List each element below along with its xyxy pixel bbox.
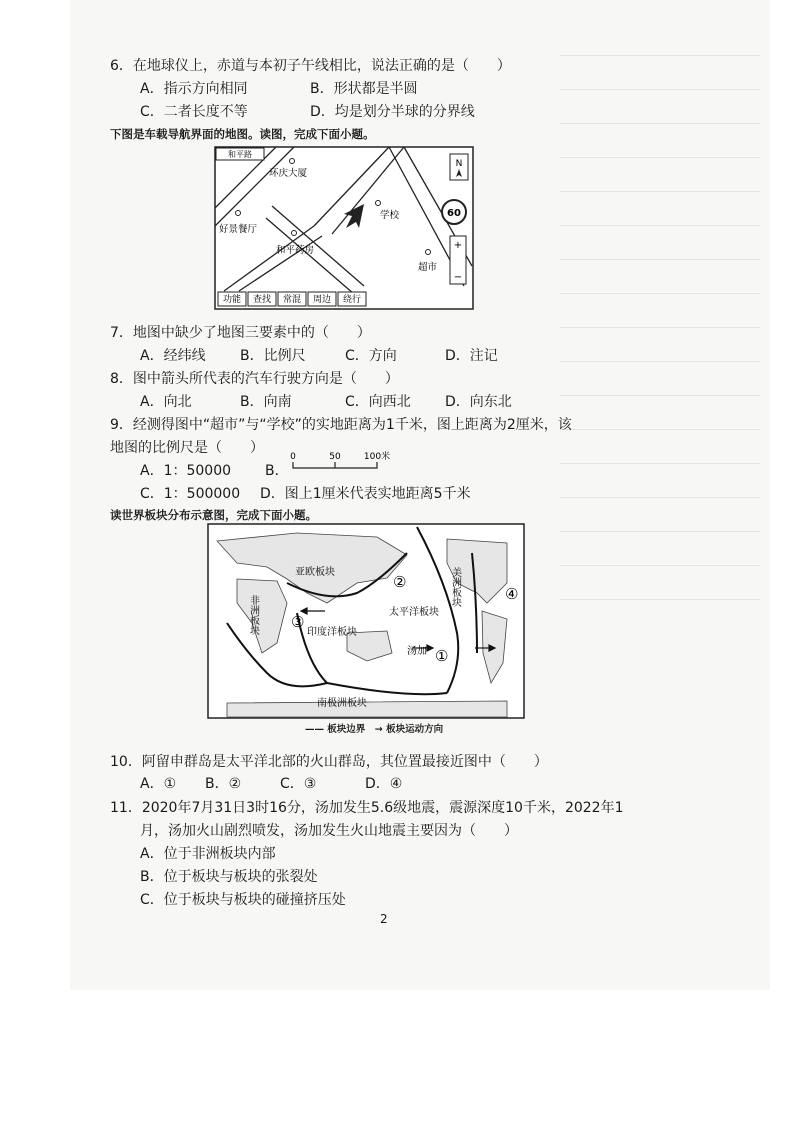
q10-option-d: D．④ <box>365 776 403 792</box>
question-11-stem-line2: 月，汤加火山剧烈喷发，汤加发生火山地震主要因为（ ） <box>140 823 518 839</box>
q7-option-b: B．比例尺 <box>240 348 306 364</box>
page-number: 2 <box>380 912 388 926</box>
question-8-stem: 8．图中箭头所代表的汽车行驶方向是（ ） <box>110 371 399 387</box>
question-7-stem: 7．地图中缺少了地图三要素中的（ ） <box>110 325 371 341</box>
q10-option-b: B．② <box>205 776 242 792</box>
q8-option-a: A．向北 <box>140 394 192 410</box>
nav-btn-nearby[interactable]: 周边 <box>312 295 332 305</box>
nav-btn-search[interactable]: 查找 <box>252 295 272 305</box>
marker-2: ② <box>393 573 407 591</box>
question-11-stem-line1: 11．2020年7月31日3时16分，汤加发生5.6级地震，震源深度10千米，2022年1 <box>110 800 624 816</box>
q9-option-c: C．1：500000 <box>140 486 241 502</box>
q8-option-b: B．向南 <box>240 394 292 410</box>
q11-option-b: B．位于板块与板块的张裂处 <box>140 869 318 885</box>
plate-label-africa: 非洲板块 <box>247 595 259 635</box>
bleed-through-shadow <box>560 40 760 600</box>
section-intro-plates: 读世界板块分布示意图，完成下面小题。 <box>110 508 317 522</box>
place-supermarket: 超市 <box>418 262 438 273</box>
q11-option-a: A．位于非洲板块内部 <box>140 846 276 862</box>
nav-btn-detour[interactable]: 绕行 <box>342 295 362 305</box>
q11-option-c: C．位于板块与板块的碰撞挤压处 <box>140 892 346 908</box>
speed-limit-sign: 60 <box>447 208 461 219</box>
zoom-out-button[interactable]: − <box>453 272 463 283</box>
marker-4: ④ <box>505 585 519 603</box>
section-intro-nav: 下图是车载导航界面的地图。读图，完成下面小题。 <box>110 127 375 141</box>
q6-option-a: A．指示方向相同 <box>140 81 248 97</box>
compass-label: N <box>455 159 463 169</box>
q9-scale-bar <box>285 448 405 478</box>
q8-option-c: C．向西北 <box>345 394 411 410</box>
place-pharmacy: 和平药房 <box>276 245 315 256</box>
nav-btn-function[interactable]: 功能 <box>222 295 242 305</box>
nav-btn-common[interactable]: 常混 <box>282 295 302 305</box>
q9-option-d: D．图上1厘米代表实地距离5千米 <box>260 486 471 502</box>
road-label-heping: 和平路 <box>228 150 252 159</box>
zoom-in-button[interactable]: + <box>453 240 463 251</box>
nav-map-figure <box>214 146 474 310</box>
plate-label-indian: 印度洋板块 <box>307 627 357 638</box>
place-label-tonga: 汤加 <box>407 646 427 657</box>
scale-tick-50: 50 <box>329 452 341 462</box>
place-restaurant: 好景餐厅 <box>219 224 258 235</box>
place-huanqing: 环庆大厦 <box>269 168 308 179</box>
q9-option-b: B． <box>265 463 289 479</box>
q7-option-a: A．经纬线 <box>140 348 206 364</box>
plate-label-eurasia: 亚欧板块 <box>295 567 335 578</box>
scale-tick-0: 0 <box>290 452 296 462</box>
plate-map-legend: —— 板块边界 → 板块运动方向 <box>305 724 444 735</box>
q6-option-d: D．均是划分半球的分界线 <box>310 104 475 120</box>
q8-option-d: D．向东北 <box>445 394 512 410</box>
q9-option-a: A．1：50000 <box>140 463 232 479</box>
marker-1: ① <box>435 647 449 665</box>
plate-label-pacific: 太平洋板块 <box>389 607 439 618</box>
q10-option-c: C．③ <box>280 776 317 792</box>
question-6-stem: 6．在地球仪上，赤道与本初子午线相比，说法正确的是（ ） <box>110 58 511 74</box>
question-10-stem: 10．阿留申群岛是太平洋北部的火山群岛，其位置最接近图中（ ） <box>110 754 548 770</box>
q6-option-b: B．形状都是半圆 <box>310 81 418 97</box>
q6-option-c: C．二者长度不等 <box>140 104 248 120</box>
plate-label-america: 美洲板块 <box>449 567 461 607</box>
marker-3: ③ <box>291 613 305 631</box>
question-9-stem-line2: 地图的比例尺是（ ） <box>110 440 264 456</box>
scale-tick-100: 100米 <box>363 452 391 462</box>
q7-option-c: C．方向 <box>345 348 397 364</box>
plate-map-figure <box>207 523 525 719</box>
place-school: 学校 <box>380 210 400 221</box>
plate-label-antarctic: 南极洲板块 <box>317 698 367 709</box>
question-9-stem-line1: 9．经测得图中“超市”与“学校”的实地距离为1千米，图上距离为2厘米，该 <box>110 417 572 433</box>
q10-option-a: A．① <box>140 776 177 792</box>
q7-option-d: D．注记 <box>445 348 498 364</box>
